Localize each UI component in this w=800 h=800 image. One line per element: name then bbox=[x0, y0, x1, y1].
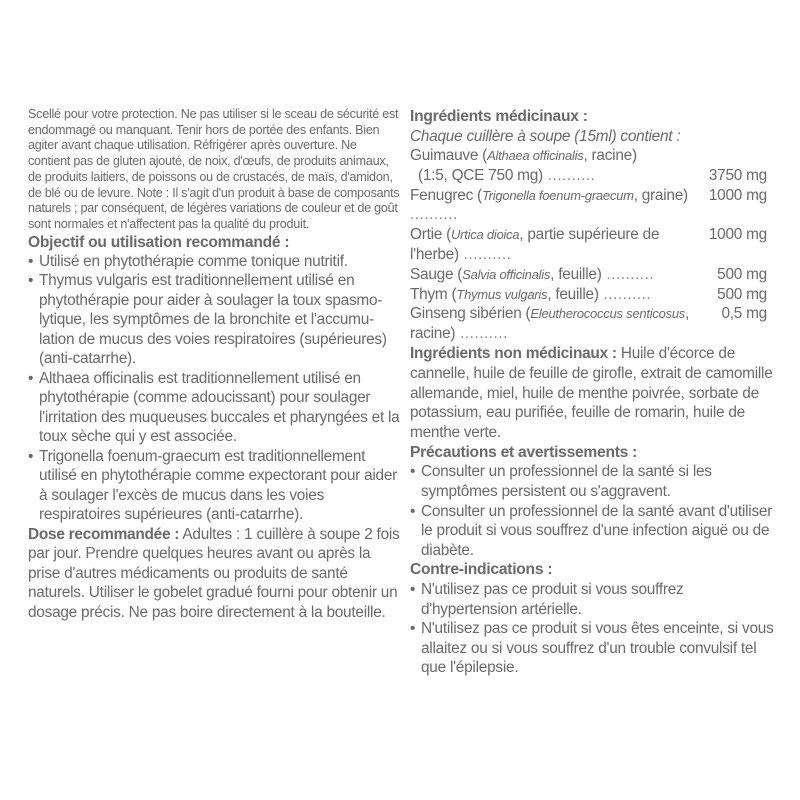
precautions-heading: Précautions et avertissements : bbox=[410, 443, 638, 461]
medicinal-heading: Ingrédients médicinaux : bbox=[410, 108, 588, 125]
uses-list bbox=[28, 252, 400, 525]
list-item: • Consulter un professionnel de la santé si les symptômes persistent ou s'aggravent. bbox=[410, 462, 775, 501]
ingredient-part: racine bbox=[410, 325, 451, 343]
list-item: • Trigonella foenum-graecum est traditionnellement utilisé en phytothérapie comme expectorant pour aider à soulager l'excès de mucus dans les voies respiratoires supérieures (anti-catarrhe). bbox=[28, 447, 400, 525]
list-item: • N'utilisez pas ce produit si vous souffrez d'hypertension artérielle. bbox=[410, 580, 775, 619]
ingredient-latin-name: Urtica dioica bbox=[451, 227, 520, 243]
nonmedicinal-paragraph bbox=[410, 344, 775, 443]
ingredient-latin-name: Trigonella foenum-graecum bbox=[481, 187, 634, 203]
nonmed-heading: Ingrédients non médicinaux : bbox=[410, 344, 617, 362]
dose-paragraph bbox=[28, 525, 400, 623]
ingredient-row bbox=[410, 166, 775, 186]
ingredient-name: Sauge bbox=[410, 265, 454, 283]
ingredient-name: Fenugrec bbox=[410, 186, 474, 204]
ingredient-amount: 1000 mg bbox=[708, 186, 767, 204]
ingredient-row: Guimauve (Althaea officinalis, racine) bbox=[410, 147, 637, 164]
ingredient-part: feuille bbox=[558, 265, 597, 283]
dose-text: Adultes : 1 cuillère à soupe 2 fois par jour. Prendre quelques heures avant ou après la prise d'autres médicaments ou produits de santé naturels. Utiliser le gobelet gradué fourni pour obtenir un dosage précis. Ne pas boire directement à la bouteille. bbox=[28, 525, 400, 621]
ingredient-part: racine bbox=[591, 147, 632, 164]
leader-dots: .......... bbox=[455, 325, 508, 343]
ingredient-latin-name: Thymus vulgaris bbox=[456, 286, 548, 302]
contraindications-heading: Contre-indications : bbox=[410, 561, 553, 579]
ingredient-name: Ortie bbox=[410, 226, 443, 244]
ingredient-latin-name: Althaea officinalis bbox=[487, 148, 584, 163]
ingredient-row: Thym (Thymus vulgaris, feuille) .......... 500 mg bbox=[410, 285, 767, 303]
list-item: • Utilisé en phytothérapie comme tonique nutritif. bbox=[28, 252, 400, 272]
right-column bbox=[410, 107, 775, 678]
precautions-list bbox=[410, 462, 775, 560]
ingredient-part: partie supérieure de l'herbe bbox=[410, 226, 660, 263]
ingredient-part: feuille bbox=[555, 285, 594, 303]
ingredient-row: Ginseng sibérien (Eleutherococcus senticosus, racine) .......... 0,5 mg bbox=[410, 305, 767, 343]
list-item: • Althaea officinalis est traditionnellement utilisé en phytothérapie (comme adoucissant) pour soulager l'irritation des muqueuses buccales et pharyngées et la toux sèche qui y est associée. bbox=[28, 369, 400, 447]
ingredient-amount: 3750 mg bbox=[708, 166, 767, 184]
per-tablespoon-note: Chaque cuillère à soupe (15ml) contient : bbox=[410, 127, 681, 145]
ingredient-latin-name: Salvia officinalis bbox=[462, 266, 551, 282]
ingredient-amount: 500 mg bbox=[717, 285, 767, 303]
safety-warning: Scellé pour votre protection. Ne pas utiliser si le sceau de sécurité est endommagé ou manquant. Tenir hors de portée des enfants. Bien agiter avant chaque utilisation. Réfrigérer après ouverture. Ne contient pas de gluten ajouté, de noix, d'œufs, de produits animaux, de produits laitiers, de poissons ou de crustacés, de maïs, d'amidon, de blé ou de levure. Note : Il s'agit d'un produit à base de composants naturels ; par conséquent, de légères variations de couleur et de goût sont normales et n'affectent pas la qualité du produit. bbox=[28, 107, 400, 231]
leader-dots: .......... bbox=[601, 265, 655, 283]
ingredient-part: graine bbox=[641, 186, 684, 204]
left-column bbox=[28, 107, 400, 623]
uses-heading: Objectif ou utilisation recommandé : bbox=[28, 233, 290, 251]
dose-heading: Dose recommandée : bbox=[28, 525, 180, 543]
leader-dots: .......... bbox=[458, 245, 512, 263]
ingredient-amount: 0,5 mg bbox=[721, 305, 767, 323]
ingredient-row: Ortie (Urtica dioica, partie supérieure de l'herbe) .......... 1000 mg bbox=[410, 226, 767, 263]
ingredient-list bbox=[410, 146, 775, 344]
list-item: • Consulter un professionnel de la santé avant d'utiliser le produit si vous souffrez d'une infection aiguë ou de diabète. bbox=[410, 502, 775, 561]
ingredient-amount: 1000 mg bbox=[708, 226, 767, 244]
ingredient-amount: 500 mg bbox=[717, 265, 767, 283]
ingredient-name: (1:5, QCE 750 mg) bbox=[418, 166, 543, 184]
list-item: • Thymus vulgaris est traditionnellement utilisé en phytothérapie pour aider à soulager la toux spasmo-lytique, les symptômes de la bronchite et l'accumu-lation de mucus des voies respiratoires (supérieures) (anti-catarrhe). bbox=[28, 271, 400, 369]
nonmed-text: Huile d'écorce de cannelle, huile de feuille de girofle, extrait de camomille allemande, miel, huile de menthe poivrée, sorbate de potassium, eau purifiée, feuille de romarin, huile de menthe verte. bbox=[410, 344, 773, 442]
leader-dots: .......... bbox=[542, 166, 596, 184]
leader-dots: .......... bbox=[598, 285, 652, 303]
leader-dots: .......... bbox=[410, 206, 458, 224]
ingredient-name: Ginseng sibérien bbox=[410, 305, 522, 323]
ingredient-name: Guimauve bbox=[410, 147, 479, 164]
list-item: • N'utilisez pas ce produit si vous êtes enceinte, si vous allaitez ou si vous souffrez d'un trouble convulsif tel que l'épilepsie. bbox=[410, 619, 775, 678]
ingredient-name: Thym bbox=[410, 285, 448, 303]
ingredient-latin-name: Eleutherococcus senticosus bbox=[530, 306, 686, 322]
contraindications-list bbox=[410, 580, 775, 678]
ingredient-row: Sauge (Salvia officinalis, feuille) .......... 500 mg bbox=[410, 265, 767, 283]
ingredient-row: Fenugrec (Trigonella foenum-graecum, graine) .......... 1000 mg bbox=[410, 186, 767, 224]
